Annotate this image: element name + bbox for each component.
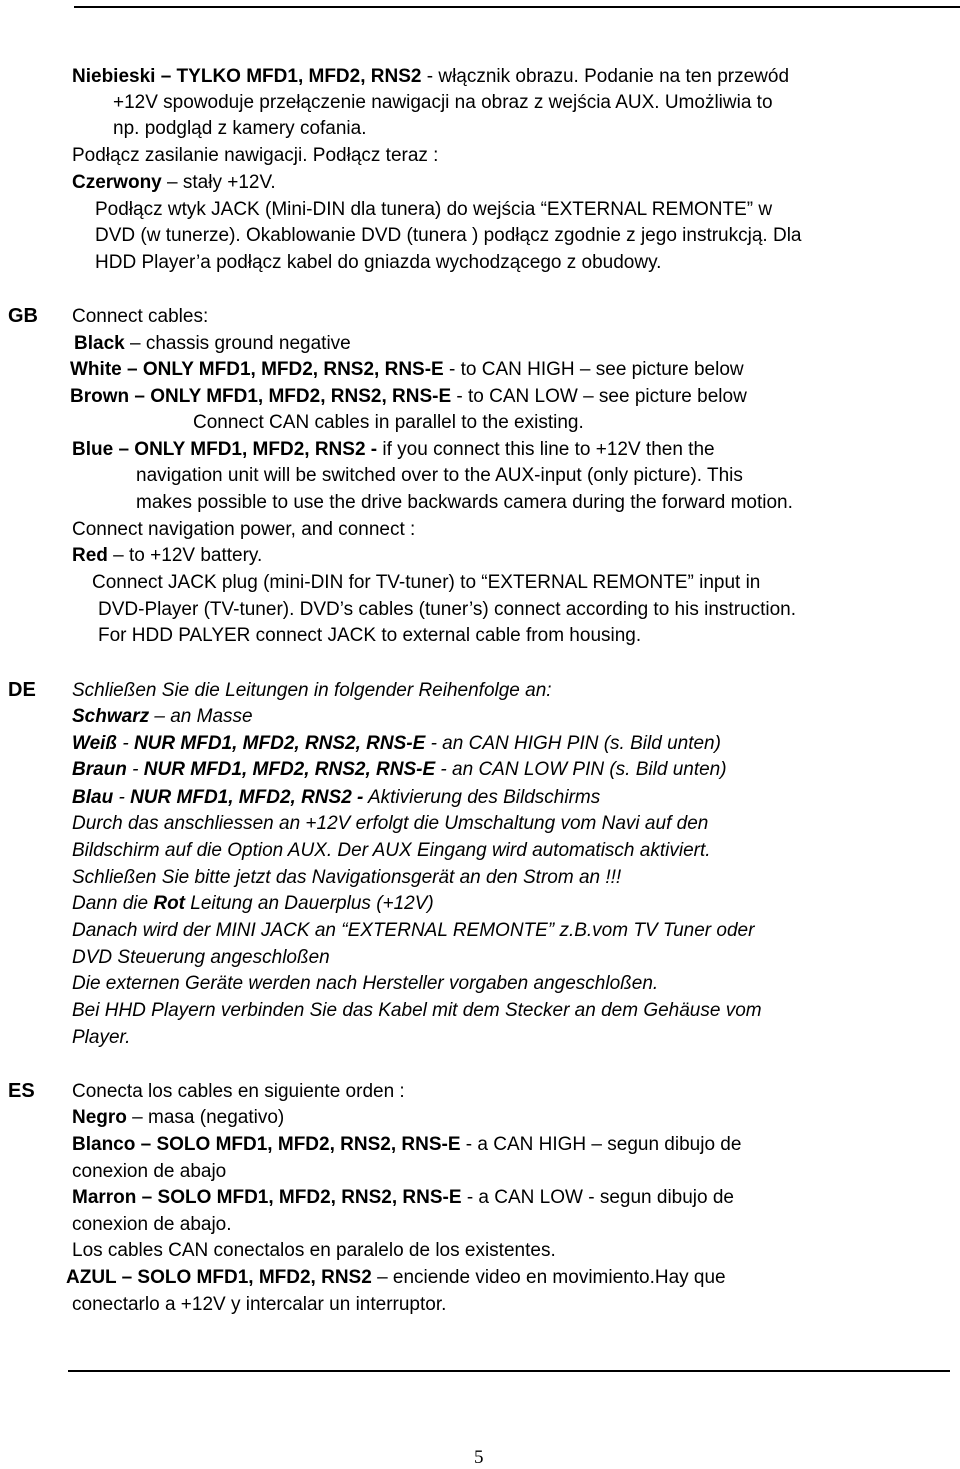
- gb-line-8: makes possible to use the drive backwards camera during the forward motion.: [136, 492, 793, 513]
- es-azul-wire: AZUL – SOLO MFD1, MFD2, RNS2: [66, 1267, 372, 1288]
- gb-line-13: For HDD PALYER connect JACK to external cable from housing.: [98, 625, 642, 646]
- lang-code-es: ES: [8, 1080, 35, 1102]
- de-schwarz-wire: Schwarz: [72, 706, 150, 727]
- gb-black-wire: Black: [74, 333, 125, 354]
- gb-line-11: Connect JACK plug (mini-DIN for TV-tuner) to “EXTERNAL REMONTE” input in: [92, 572, 761, 593]
- lang-code-gb: GB: [8, 305, 38, 327]
- pl-line-6: Podłącz wtyk JACK (Mini-DIN dla tunera) do wejścia “EXTERNAL REMONTE” w: [95, 199, 773, 220]
- gb-line-10: Red – to +12V battery.: [72, 545, 263, 566]
- pl-line-7: DVD (w tunerze). Okablowanie DVD (tunera ) podłącz zgodnie z jego instrukcją. Dla: [95, 225, 802, 246]
- bottom-rule: [68, 1370, 950, 1372]
- de-rot-wire: Rot: [153, 893, 185, 914]
- es-negro-wire: Negro: [72, 1107, 127, 1128]
- top-rule: [74, 6, 960, 8]
- es-line-1: Conecta los cables en siguiente orden :: [72, 1081, 405, 1102]
- gb-line-4: Brown – ONLY MFD1, MFD2, RNS2, RNS-E - to CAN LOW – see picture below: [70, 386, 747, 407]
- es-line-7: Los cables CAN conectalos en paralelo de los existentes.: [72, 1240, 556, 1261]
- page-number: 5: [474, 1447, 484, 1468]
- gb-line-2: Black – chassis ground negative: [74, 333, 351, 354]
- de-line-10: Danach wird der MINI JACK an “EXTERNAL REMONTE” z.B.vom TV Tuner oder: [72, 920, 755, 941]
- es-line-4: conexion de abajo: [72, 1161, 227, 1182]
- de-weiss-wire: Weiß: [72, 733, 118, 754]
- pl-line-2: +12V spowoduje przełączenie nawigacji na obraz z wejścia AUX. Umożliwia to: [113, 92, 773, 113]
- de-line-4: Braun - NUR MFD1, MFD2, RNS2, RNS-E - an CAN LOW PIN (s. Bild unten): [72, 759, 727, 780]
- gb-line-1: Connect cables:: [72, 306, 209, 327]
- es-marron-wire: Marron – SOLO MFD1, MFD2, RNS2, RNS-E: [72, 1187, 462, 1208]
- de-line-1: Schließen Sie die Leitungen in folgender Reihenfolge an:: [72, 680, 552, 701]
- de-braun-wire: Braun: [72, 759, 127, 780]
- pl-line-4: Podłącz zasilanie nawigacji. Podłącz teraz :: [72, 145, 439, 166]
- pl-red-wire: Czerwony: [72, 172, 162, 193]
- lang-code-de: DE: [8, 679, 36, 701]
- de-line-8: Schließen Sie bitte jetzt das Navigationsgerät an den Strom an !!!: [72, 867, 622, 888]
- de-line-11: DVD Steuerung angeschloßen: [72, 947, 330, 968]
- gb-white-wire: White – ONLY MFD1, MFD2, RNS2, RNS-E: [70, 359, 444, 380]
- es-blanco-wire: Blanco – SOLO MFD1, MFD2, RNS2, RNS-E: [72, 1134, 461, 1155]
- pl-line-5: Czerwony – stały +12V.: [72, 172, 276, 193]
- gb-line-3: White – ONLY MFD1, MFD2, RNS2, RNS-E - to CAN HIGH – see picture below: [70, 359, 744, 380]
- es-line-8: AZUL – SOLO MFD1, MFD2, RNS2 – enciende video en movimiento.Hay que: [66, 1267, 726, 1288]
- de-line-12: Die externen Geräte werden nach Hersteller vorgaben angeschloßen.: [72, 973, 659, 994]
- es-line-5: Marron – SOLO MFD1, MFD2, RNS2, RNS-E - a CAN LOW - segun dibujo de: [72, 1187, 735, 1208]
- de-blau-wire: Blau: [72, 787, 114, 808]
- es-line-3: Blanco – SOLO MFD1, MFD2, RNS2, RNS-E - a CAN HIGH – segun dibujo de: [72, 1134, 742, 1155]
- gb-line-6: Blue – ONLY MFD1, MFD2, RNS2 - if you connect this line to +12V then the: [72, 439, 715, 460]
- gb-line-9: Connect navigation power, and connect :: [72, 519, 416, 540]
- de-line-7: Bildschirm auf die Option AUX. Der AUX Eingang wird automatisch aktiviert.: [72, 840, 711, 861]
- gb-red-wire: Red: [72, 545, 108, 566]
- de-line-13: Bei HHD Playern verbinden Sie das Kabel mit dem Stecker an dem Gehäuse vom: [72, 1000, 762, 1021]
- pl-blue-wire: Niebieski – TYLKO MFD1, MFD2, RNS2: [72, 66, 422, 87]
- gb-brown-wire: Brown – ONLY MFD1, MFD2, RNS2, RNS-E: [70, 386, 452, 407]
- es-line-9: conectarlo a +12V y intercalar un interruptor.: [72, 1294, 447, 1315]
- es-line-6: conexion de abajo.: [72, 1214, 232, 1235]
- es-line-2: Negro – masa (negativo): [72, 1107, 285, 1128]
- gb-line-12: DVD-Player (TV-tuner). DVD’s cables (tuner’s) connect according to his instruction.: [98, 599, 796, 620]
- de-line-14: Player.: [72, 1027, 131, 1048]
- pl-line-1: Niebieski – TYLKO MFD1, MFD2, RNS2 - włącznik obrazu. Podanie na ten przewód: [72, 66, 790, 87]
- de-line-2: Schwarz – an Masse: [72, 706, 253, 727]
- de-line-3: Weiß - NUR MFD1, MFD2, RNS2, RNS-E - an CAN HIGH PIN (s. Bild unten): [72, 733, 721, 754]
- gb-blue-wire: Blue – ONLY MFD1, MFD2, RNS2 -: [72, 439, 378, 460]
- pl-line-3: np. podgląd z kamery cofania.: [113, 118, 367, 139]
- gb-line-5: Connect CAN cables in parallel to the existing.: [193, 412, 584, 433]
- de-line-6: Durch das anschliessen an +12V erfolgt die Umschaltung vom Navi auf den: [72, 813, 709, 834]
- de-line-9: Dann die Rot Leitung an Dauerplus (+12V): [72, 893, 434, 914]
- de-line-5: Blau - NUR MFD1, MFD2, RNS2 - Aktivierung des Bildschirms: [72, 787, 601, 808]
- gb-line-7: navigation unit will be switched over to the AUX-input (only picture). This: [136, 465, 743, 486]
- pl-line-8: HDD Player’a podłącz kabel do gniazda wychodzącego z obudowy.: [95, 252, 662, 273]
